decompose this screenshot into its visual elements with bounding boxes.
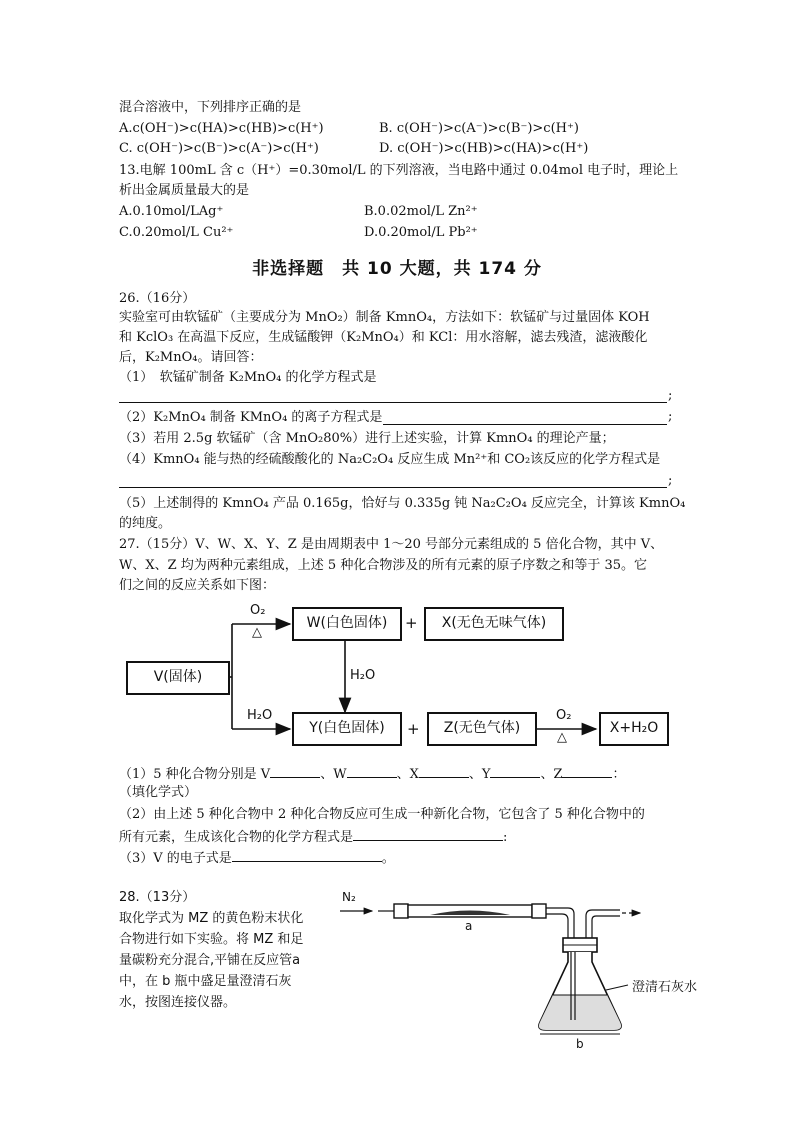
q12-option-d: D. c(OH⁻)>c(HB)>c(HA)>c(H⁺): [379, 141, 589, 156]
label-delta: △: [557, 730, 567, 745]
q27-s2b-text: 所有元素，生成该化合物的化学方程式是: [119, 830, 354, 845]
node-x: X(无色无味气体): [424, 607, 564, 641]
node-w: W(白色固体): [292, 607, 402, 641]
semicolon: ;: [668, 388, 673, 403]
label-limewater: 澄清石灰水: [632, 980, 698, 995]
q26-sub-5b: 的纯度。: [119, 516, 172, 531]
q26-sub-3: （3）若用 2.5g 软锰矿（含 MnO₂80%）进行上述实验，计算 KmnO₄ 的理论产量；: [119, 431, 615, 446]
q26-sub-1: （1） 软锰矿制备 K₂MnO₄ 的化学方程式是: [119, 370, 377, 385]
label-h2o: H₂O: [247, 708, 273, 723]
q12-stem: 混合溶液中，下列排序正确的是: [119, 100, 302, 115]
section-title: 非选择题 共 10 大题，共 174 分: [252, 259, 542, 279]
q27-s1-w: 、W: [320, 767, 347, 782]
node-x-h2o: X+H₂O: [599, 712, 669, 746]
label-n2: N₂: [342, 890, 356, 904]
q13-option-d: D.0.20mol/L Pb²⁺: [364, 225, 478, 240]
q27-sub-2a: （2）由上述 5 种化合物中 2 种化合物反应可生成一种新化合物，它包含了 5 种化合物中的: [119, 807, 645, 822]
q27-s2-end: :: [503, 830, 508, 845]
q27-paragraph-2: W、X、Z 均为两种元素组成，上述 5 种化合物涉及的所有元素的原子序数之和等于 35。它: [119, 558, 647, 573]
q27-s1-z: 、Z: [540, 767, 563, 782]
q27-sub-1b: （填化学式）: [119, 785, 198, 800]
q28-line-5: 水，按图连接仪器。: [119, 995, 237, 1010]
q12-option-a: A.c(OH⁻)>c(HA)>c(HB)>c(H⁺): [119, 121, 324, 136]
q27-s1-end: ：: [612, 767, 626, 782]
q27-paragraph-3: 们之间的反应关系如下图：: [119, 578, 276, 593]
q27-s3-text: （3）V 的电子式是: [119, 851, 232, 866]
q28-line-1: 取化学式为 MZ 的黄色粉末状化: [119, 911, 304, 926]
q28-line-2: 合物进行如下实验。将 MZ 和足: [119, 932, 304, 947]
q13-line2: 析出金属质量最大的是: [119, 183, 250, 198]
q12-option-c: C. c(OH⁻)>c(B⁻)>c(A⁻)>c(H⁺): [119, 141, 319, 156]
label-tube-a: a: [465, 919, 473, 933]
q13-option-b: B.0.02mol/L Zn²⁺: [364, 204, 478, 219]
q26-sub-2: （2）K₂MnO₄ 制备 KMnO₄ 的离子方程式是: [119, 410, 383, 425]
q26-sub-4: （4）KmnO₄ 能与热的经硫酸酸化的 Na₂C₂O₄ 反应生成 Mn²⁺和 CO₂该反应的化学方程式是: [119, 452, 661, 467]
q13-option-a: A.0.10mol/LAg⁺: [119, 204, 224, 219]
q28-line-4: 中，在 b 瓶中盛足量澄清石灰: [119, 974, 292, 989]
q12-option-b: B. c(OH⁻)>c(A⁻)>c(B⁻)>c(H⁺): [379, 121, 579, 136]
q28-line-3: 量碳粉充分混合,平铺在反应管a: [119, 953, 301, 968]
q27-s3-end: 。: [381, 851, 395, 866]
node-y: Y(白色固体): [292, 712, 402, 746]
q27-paragraph-1: 27.（15分）V、W、X、Y、Z 是由周期表中 1～20 号部分元素组成的 5 倍化合物，其中 V、: [119, 537, 664, 552]
q27-s1-v: （1）5 种化合物分别是 V: [119, 767, 271, 782]
q26-header: 26.（16分）: [119, 291, 196, 306]
q27-s1-y: 、Y: [468, 767, 491, 782]
label-h2o: H₂O: [350, 668, 376, 683]
plus-sign: +: [407, 720, 420, 738]
q27-s1-x: 、X: [396, 767, 419, 782]
q26-paragraph-3: 后，K₂MnO₄。请回答：: [119, 350, 263, 365]
label-flask-b: b: [576, 1037, 584, 1051]
semicolon: ;: [668, 473, 673, 488]
q13-line1: 13.电解 100mL 含 c（H⁺）=0.30mol/L 的下列溶液，当电路中通过 0.04mol 电子时，理论上: [119, 163, 679, 178]
plus-sign: +: [405, 614, 418, 632]
q26-paragraph-2: 和 KclO₃ 在高温下反应，生成锰酸钾（K₂MnO₄）和 KCl：用水溶解，滤去残渣，滤液酸化: [119, 330, 648, 345]
node-z: Z(无色气体): [427, 712, 537, 746]
q28-header: 28.（13分）: [119, 890, 196, 905]
label-o2: O₂: [556, 708, 572, 723]
label-o2: O₂: [250, 603, 266, 618]
q26-paragraph-1: 实验室可由软锰矿（主要成分为 MnO₂）制备 KmnO₄，方法如下：软锰矿与过量固体 KOH: [119, 310, 650, 325]
q13-option-c: C.0.20mol/L Cu²⁺: [119, 225, 234, 240]
label-delta: △: [252, 625, 262, 640]
node-v: V(固体): [126, 661, 230, 695]
semicolon: ;: [668, 409, 673, 424]
q26-sub-5a: （5）上述制得的 KmnO₄ 产品 0.165g，恰好与 0.335g 钝 Na₂C₂O₄ 反应完全，计算该 KmnO₄: [119, 496, 686, 511]
